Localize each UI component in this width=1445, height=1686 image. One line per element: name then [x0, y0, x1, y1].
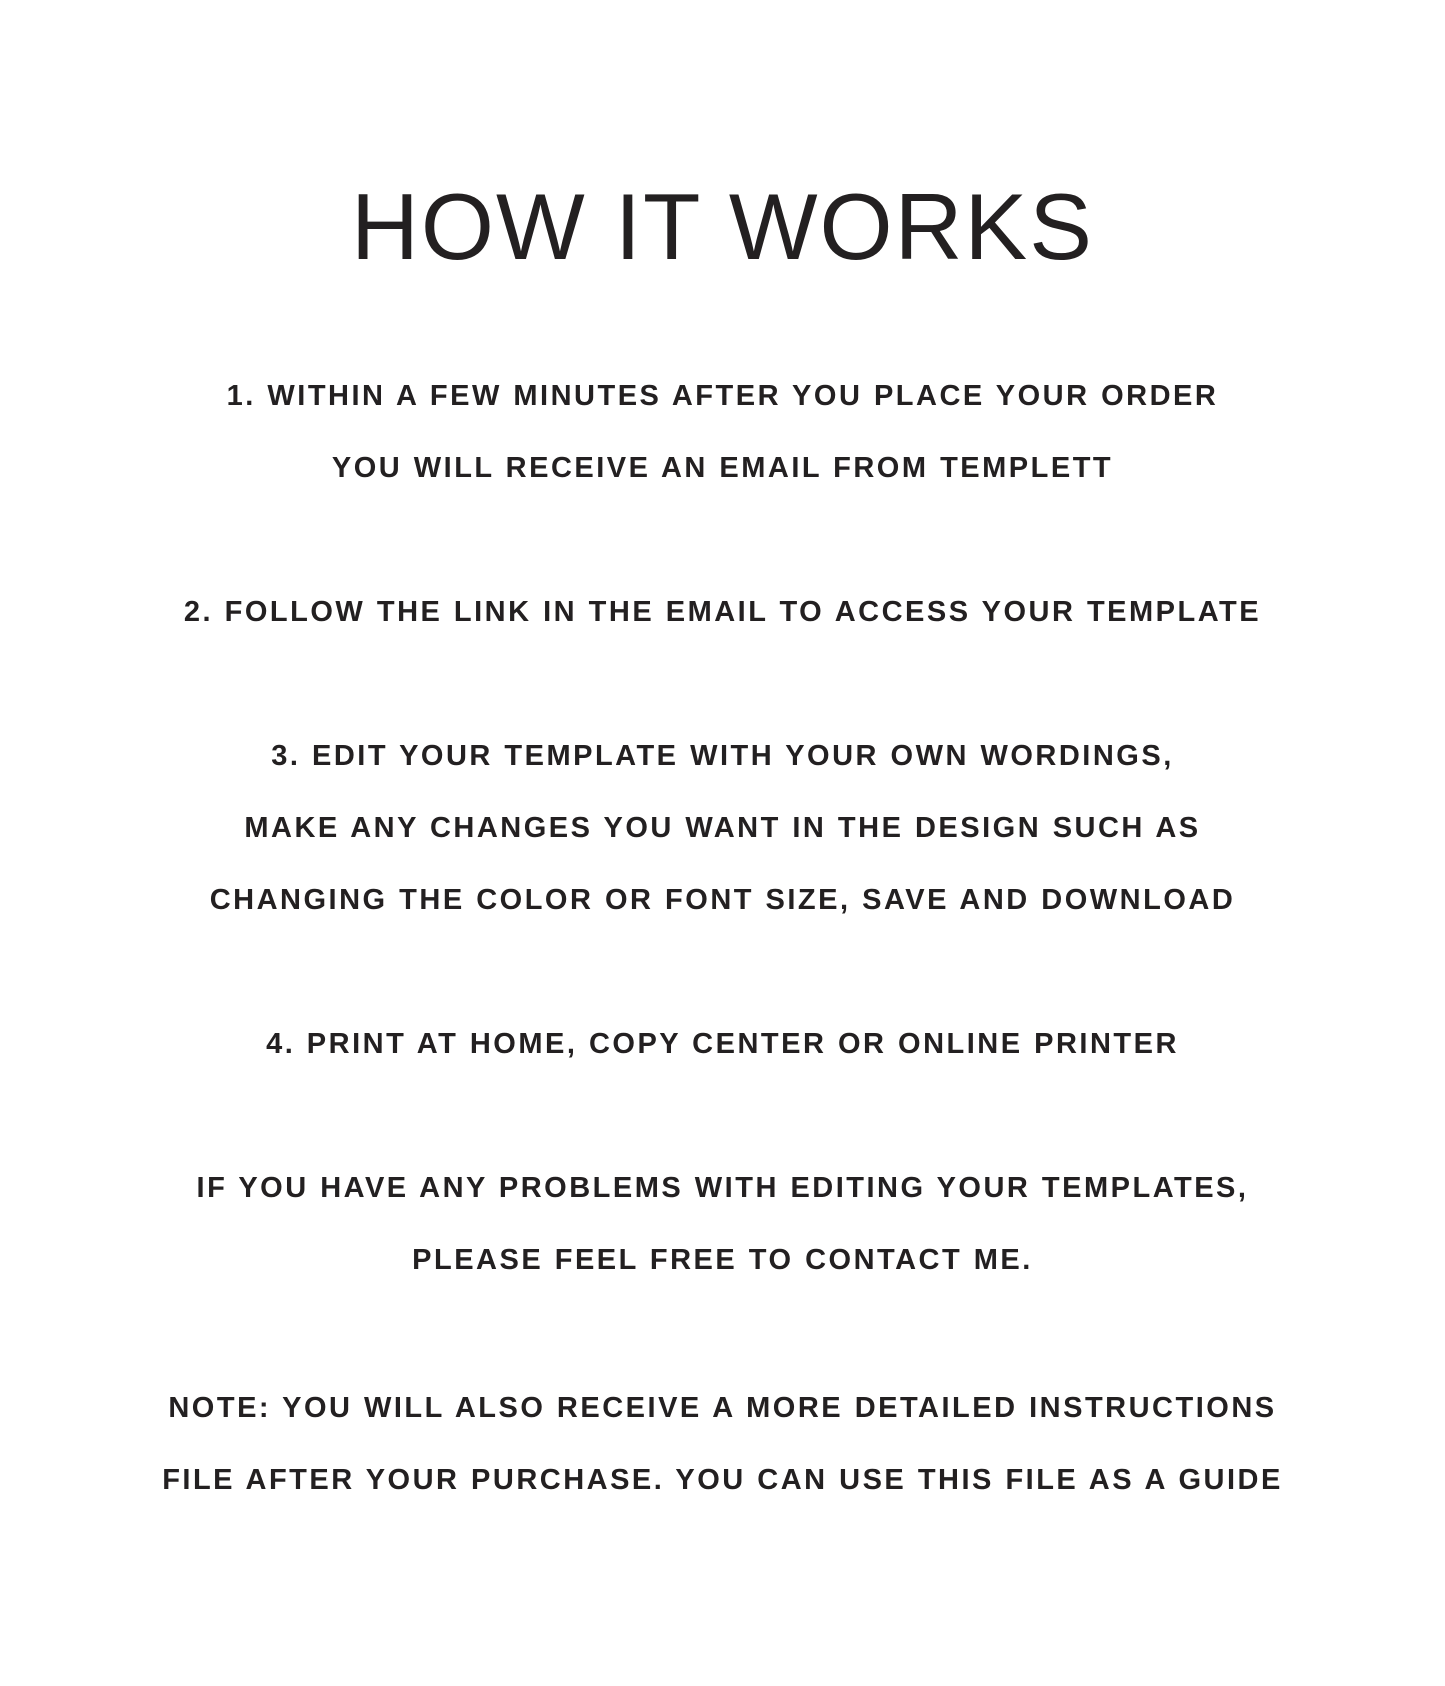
- step-4-line-1: 4. PRINT AT HOME, COPY CENTER OR ONLINE PRINTER: [266, 1028, 1179, 1060]
- detail-note: [0, 1372, 1445, 1516]
- contact-note-line-1: IF YOU HAVE ANY PROBLEMS WITH EDITING YOUR TEMPLATES,: [196, 1172, 1249, 1204]
- step-1-line-2: YOU WILL RECEIVE AN EMAIL FROM TEMPLETT: [331, 452, 1114, 484]
- contact-note-line-2: PLEASE FEEL FREE TO CONTACT ME.: [412, 1244, 1033, 1276]
- page-title: HOW IT WORKS: [351, 174, 1094, 279]
- step-2: [0, 576, 1445, 648]
- step-1: [0, 360, 1445, 504]
- contact-note: [0, 1152, 1445, 1296]
- step-3-line-1: 3. EDIT YOUR TEMPLATE WITH YOUR OWN WORDINGS,: [271, 740, 1174, 772]
- step-1-line-1: 1. WITHIN A FEW MINUTES AFTER YOU PLACE YOUR ORDER: [226, 380, 1219, 412]
- detail-note-line-2: FILE AFTER YOUR PURCHASE. YOU CAN USE THIS FILE AS A GUIDE: [162, 1464, 1283, 1496]
- instructions-content: [0, 360, 1445, 1516]
- step-3-line-2: MAKE ANY CHANGES YOU WANT IN THE DESIGN SUCH AS: [244, 812, 1201, 844]
- step-3: [0, 720, 1445, 936]
- detail-note-line-1: NOTE: YOU WILL ALSO RECEIVE A MORE DETAILED INSTRUCTIONS: [168, 1392, 1277, 1424]
- step-2-line-1: 2. FOLLOW THE LINK IN THE EMAIL TO ACCESS YOUR TEMPLATE: [183, 596, 1262, 628]
- step-3-line-3: CHANGING THE COLOR OR FONT SIZE, SAVE AND DOWNLOAD: [209, 884, 1236, 916]
- step-4: [0, 1008, 1445, 1080]
